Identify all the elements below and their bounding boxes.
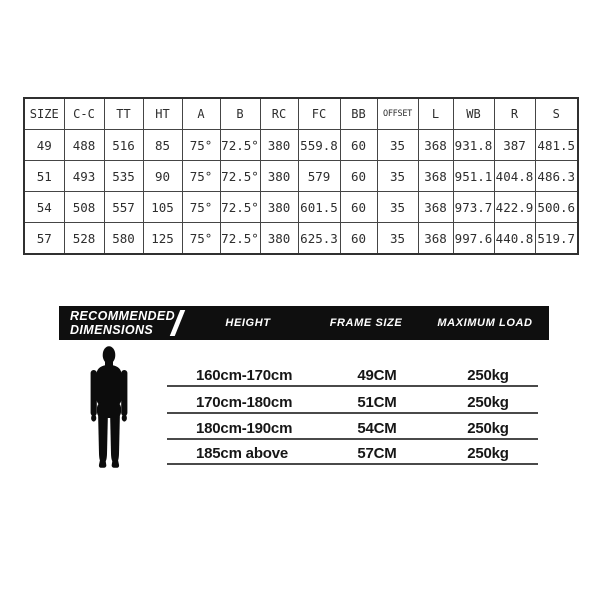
col-header-s: S bbox=[535, 98, 578, 130]
geometry-table bbox=[23, 97, 579, 255]
spec-cell: 35 bbox=[377, 130, 418, 161]
height-range: 170cm-180cm bbox=[196, 394, 293, 411]
spec-cell: 49 bbox=[24, 130, 64, 161]
spec-cell: 57 bbox=[24, 223, 64, 255]
title-line-2: DIMENSIONS bbox=[70, 323, 154, 337]
col-header-fc: FC bbox=[298, 98, 340, 130]
spec-cell: 368 bbox=[418, 223, 453, 255]
geometry-row-57 bbox=[24, 223, 578, 255]
spec-cell: 54 bbox=[24, 192, 64, 223]
col-header-l: L bbox=[418, 98, 453, 130]
spec-cell: 72.5° bbox=[220, 223, 260, 255]
spec-cell: 486.3 bbox=[535, 161, 578, 192]
frame-size: 49CM bbox=[357, 367, 397, 384]
spec-cell: 440.8 bbox=[494, 223, 535, 255]
geometry-row-49 bbox=[24, 130, 578, 161]
spec-cell: 35 bbox=[377, 223, 418, 255]
spec-cell: 75° bbox=[182, 223, 220, 255]
col-header-bb: BB bbox=[340, 98, 377, 130]
spec-cell: 422.9 bbox=[494, 192, 535, 223]
spec-cell: 557 bbox=[104, 192, 143, 223]
spec-cell: 60 bbox=[340, 223, 377, 255]
spec-cell: 951.1 bbox=[453, 161, 494, 192]
col-header-cc: C-C bbox=[64, 98, 104, 130]
spec-cell: 75° bbox=[182, 192, 220, 223]
frame-size: 57CM bbox=[357, 445, 397, 462]
spec-cell: 380 bbox=[260, 130, 298, 161]
height-range: 180cm-190cm bbox=[196, 420, 293, 437]
spec-cell: 493 bbox=[64, 161, 104, 192]
spec-cell: 387 bbox=[494, 130, 535, 161]
column-header-height: HEIGHT bbox=[225, 317, 271, 329]
recommendation-row bbox=[167, 360, 538, 387]
spec-cell: 380 bbox=[260, 192, 298, 223]
recommendation-row bbox=[167, 413, 538, 440]
max-load: 250kg bbox=[467, 445, 509, 462]
spec-cell: 580 bbox=[104, 223, 143, 255]
spec-cell: 60 bbox=[340, 192, 377, 223]
spec-cell: 997.6 bbox=[453, 223, 494, 255]
spec-cell: 72.5° bbox=[220, 130, 260, 161]
spec-cell: 35 bbox=[377, 161, 418, 192]
spec-cell: 75° bbox=[182, 130, 220, 161]
geometry-row-54 bbox=[24, 192, 578, 223]
spec-cell: 601.5 bbox=[298, 192, 340, 223]
spec-cell: 125 bbox=[143, 223, 182, 255]
spec-cell: 72.5° bbox=[220, 192, 260, 223]
spec-cell: 535 bbox=[104, 161, 143, 192]
spec-cell: 380 bbox=[260, 223, 298, 255]
spec-cell: 579 bbox=[298, 161, 340, 192]
column-header-frame-size: FRAME SIZE bbox=[329, 317, 403, 329]
max-load: 250kg bbox=[467, 394, 509, 411]
person-silhouette-icon bbox=[88, 346, 130, 470]
spec-cell: 85 bbox=[143, 130, 182, 161]
max-load: 250kg bbox=[467, 420, 509, 437]
col-header-ht: HT bbox=[143, 98, 182, 130]
spec-cell: 51 bbox=[24, 161, 64, 192]
spec-cell: 559.8 bbox=[298, 130, 340, 161]
col-header-rc: RC bbox=[260, 98, 298, 130]
spec-cell: 516 bbox=[104, 130, 143, 161]
spec-cell: 35 bbox=[377, 192, 418, 223]
spec-cell: 625.3 bbox=[298, 223, 340, 255]
geometry-header-row bbox=[24, 98, 578, 130]
spec-cell: 380 bbox=[260, 161, 298, 192]
title-line-1: RECOMMENDED bbox=[70, 309, 176, 323]
geometry-row-51 bbox=[24, 161, 578, 192]
spec-cell: 931.8 bbox=[453, 130, 494, 161]
spec-cell: 488 bbox=[64, 130, 104, 161]
spec-cell: 368 bbox=[418, 161, 453, 192]
max-load: 250kg bbox=[467, 367, 509, 384]
spec-cell: 105 bbox=[143, 192, 182, 223]
spec-cell: 508 bbox=[64, 192, 104, 223]
recommended-dimensions-bar bbox=[59, 306, 549, 340]
col-header-offset: OFFSET bbox=[377, 98, 418, 130]
col-header-wb: WB bbox=[453, 98, 494, 130]
frame-size: 54CM bbox=[357, 420, 397, 437]
col-header-size: SIZE bbox=[24, 98, 64, 130]
col-header-tt: TT bbox=[104, 98, 143, 130]
spec-cell: 368 bbox=[418, 192, 453, 223]
spec-cell: 528 bbox=[64, 223, 104, 255]
spec-cell: 481.5 bbox=[535, 130, 578, 161]
spec-cell: 60 bbox=[340, 161, 377, 192]
height-range: 185cm above bbox=[196, 445, 289, 462]
spec-cell: 90 bbox=[143, 161, 182, 192]
column-header-maximum-load: MAXIMUM LOAD bbox=[437, 317, 533, 329]
col-header-r: R bbox=[494, 98, 535, 130]
spec-cell: 60 bbox=[340, 130, 377, 161]
spec-cell: 72.5° bbox=[220, 161, 260, 192]
recommended-dimensions-title bbox=[70, 309, 175, 337]
col-header-b: B bbox=[220, 98, 260, 130]
spec-cell: 973.7 bbox=[453, 192, 494, 223]
spec-cell: 500.6 bbox=[535, 192, 578, 223]
spec-cell: 519.7 bbox=[535, 223, 578, 255]
col-header-a: A bbox=[182, 98, 220, 130]
spec-cell: 404.8 bbox=[494, 161, 535, 192]
spec-cell: 75° bbox=[182, 161, 220, 192]
height-range: 160cm-170cm bbox=[196, 367, 293, 384]
recommendation-row bbox=[167, 387, 538, 414]
recommendation-row bbox=[167, 438, 538, 465]
frame-size: 51CM bbox=[357, 394, 397, 411]
spec-cell: 368 bbox=[418, 130, 453, 161]
